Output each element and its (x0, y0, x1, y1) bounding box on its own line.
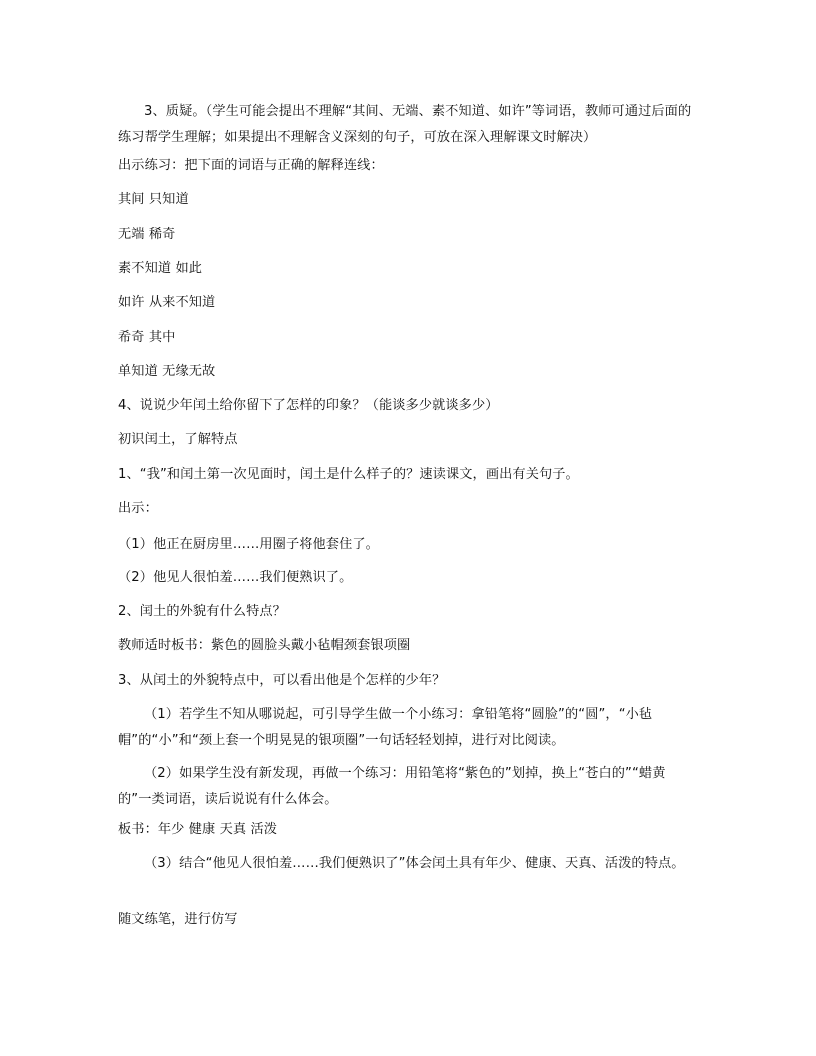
paragraph-character-question: 3、从闰土的外貌特点中，可以看出他是个怎样的少年？ (118, 673, 446, 688)
quote-item-2: （2）他见人很怕羞……我们便熟识了。 (118, 570, 353, 585)
paragraph-impression-question: 4、说说少年闰土给你留下了怎样的印象？（能谈多少就谈多少） (118, 398, 499, 413)
paragraph-appearance-question: 2、闰土的外貌有什么特点？ (118, 604, 286, 619)
paragraph-first-meeting-question: 1、“我”和闰土第一次见面时，闰土是什么样子的？速读课文，画出有关句子。 (118, 467, 579, 482)
paragraph-exercise-1: （1）若学生不知从哪说起，可引导学生做一个小练习：拿铅笔将“圆脸”的“圆”，“小毡帽”的“小”和“颈上套一个明晃晃的银项圈”一句话轻轻划掉，进行对比阅读。 (118, 707, 653, 748)
vocab-pair-1: 其间 只知道 (118, 192, 189, 207)
paragraph-exercise-instruction: 出示练习：把下面的词语与正确的解释连线： (118, 158, 384, 173)
vocab-pair-3: 素不知道 如此 (118, 261, 203, 276)
vocab-pair-5: 希奇 其中 (118, 330, 176, 345)
paragraph-board-writing-appearance: 教师适时板书：紫色的圆脸头戴小毡帽颈套银项圈 (118, 638, 411, 653)
paragraph-question-raising: 3、质疑。（学生可能会提出不理解“其间、无端、素不知道、如许”等词语，教师可通过后面的练习帮学生理解；如果提出不理解含义深刻的句子，可放在深入理解课文时解决） (118, 104, 692, 145)
vocab-pair-6: 单知道 无缘无故 (118, 364, 216, 379)
paragraph-exercise-2: （2）如果学生没有新发现，再做一个练习：用铅笔将“紫色的”划掉，换上“苍白的”“蜡黄的”一类词语，读后说说有什么体会。 (118, 766, 666, 807)
paragraph-exercise-3: （3）结合“他见人很怕羞……我们便熟识了”体会闰土具有年少、健康、天真、活泼的特点。 (144, 856, 685, 871)
quote-item-1: （1）他正在厨房里……用圈子将他套住了。 (118, 537, 379, 552)
paragraph-show-label: 出示： (118, 501, 158, 516)
vocab-pair-4: 如许 从来不知道 (118, 295, 216, 310)
paragraph-board-writing-traits: 板书：年少 健康 天真 活泼 (118, 822, 278, 837)
section-heading-first-meeting: 初识闰土，了解特点 (118, 432, 238, 447)
paragraph-imitation-writing: 随文练笔，进行仿写 (118, 912, 238, 927)
vocab-pair-2: 无端 稀奇 (118, 227, 176, 242)
